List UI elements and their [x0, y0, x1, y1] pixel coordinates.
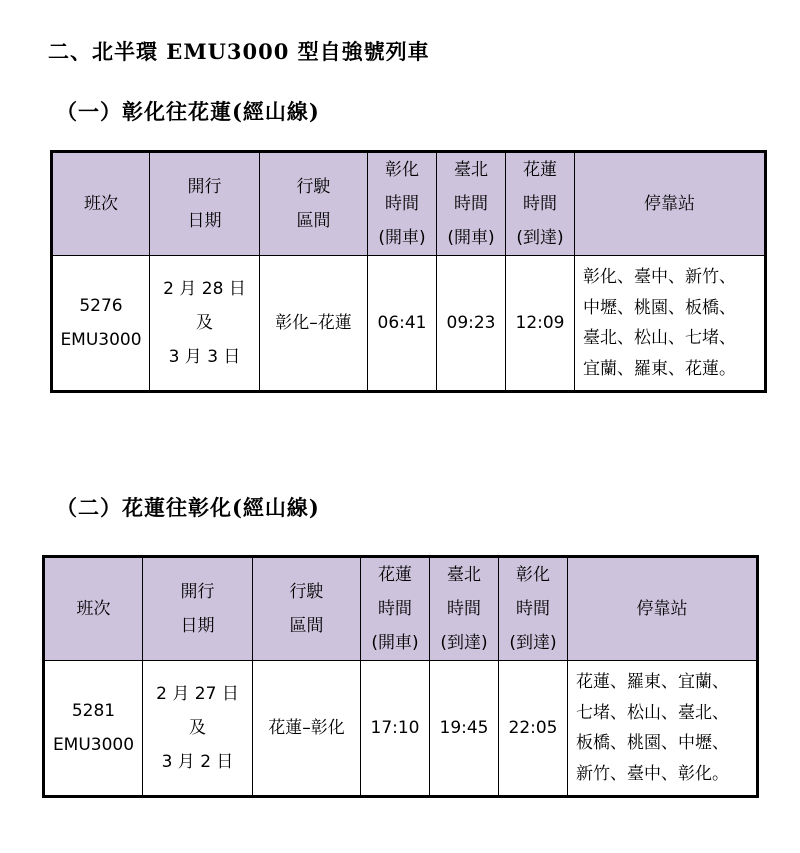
table-row [44, 661, 758, 797]
header-time-line: 彰化 [516, 565, 550, 585]
time-cell: 12:09 [506, 256, 575, 392]
time-cell: 22:05 [499, 661, 568, 797]
schedule-table-5276 [50, 150, 767, 393]
header-stops: 停靠站 [575, 152, 766, 256]
header-time-line: (到達) [509, 633, 557, 653]
table-row [52, 256, 766, 392]
header-route-line: 行駛 [289, 582, 324, 602]
train-cell [52, 256, 150, 392]
subtitle-hualien-to-changhua: （二）花蓮往彰化(經山線) [56, 495, 320, 520]
header-date-line: 日期 [180, 616, 215, 636]
header-date [150, 152, 260, 256]
route-cell: 彰化–花蓮 [260, 256, 368, 392]
date-line: 3 月 3 日 [168, 347, 241, 367]
header-time-3 [499, 557, 568, 661]
stops-line: 臺北、松山、七堵、 [583, 328, 736, 348]
header-time-3 [506, 152, 575, 256]
header-time-1 [361, 557, 430, 661]
date-line: 3 月 2 日 [161, 752, 234, 772]
header-time-line: (到達) [516, 228, 564, 248]
stops-line: 花蓮、羅東、宜蘭、 [576, 672, 729, 692]
schedule-table-5281 [42, 555, 759, 798]
time-cell: 17:10 [361, 661, 430, 797]
time-cell: 09:23 [437, 256, 506, 392]
stops-line: 宜蘭、羅東、花蓮。 [583, 358, 736, 379]
header-time-line: 花蓮 [523, 160, 557, 180]
header-route-line: 區間 [289, 616, 324, 636]
train-type: EMU3000 [52, 735, 135, 755]
header-row [44, 557, 758, 661]
stops-line: 板橋、桃園、中壢、 [576, 733, 729, 753]
header-time-line: 時間 [454, 194, 488, 214]
header-time-line: 臺北 [447, 565, 481, 585]
header-time-line: 時間 [378, 599, 412, 619]
header-date-line: 開行 [187, 177, 222, 197]
header-time-line: 花蓮 [378, 565, 412, 585]
subtitle-changhua-to-hualien: （一）彰化往花蓮(經山線) [56, 99, 320, 124]
header-train: 班次 [44, 557, 143, 661]
header-date-line: 日期 [187, 211, 222, 231]
header-time-2 [430, 557, 499, 661]
date-line: 2 月 28 日 [163, 279, 246, 299]
header-route [253, 557, 361, 661]
header-time-line: 彰化 [385, 160, 419, 180]
stops-line: 七堵、松山、臺北、 [576, 702, 729, 723]
date-line: 及 [189, 718, 206, 738]
date-cell [143, 661, 253, 797]
header-time-1 [368, 152, 437, 256]
header-time-line: 時間 [516, 599, 550, 619]
header-time-line: (開車) [378, 228, 426, 248]
stops-cell [575, 256, 766, 392]
stops-line: 彰化、臺中、新竹、 [583, 267, 736, 287]
route-cell: 花蓮–彰化 [253, 661, 361, 797]
header-time-line: 時間 [447, 599, 481, 619]
header-route-line: 區間 [296, 211, 331, 231]
header-date-line: 開行 [180, 582, 215, 602]
time-cell: 06:41 [368, 256, 437, 392]
stops-line: 新竹、臺中、彰化。 [576, 763, 729, 784]
train-number: 5281 [71, 701, 116, 721]
section-title: 二、北半環 EMU3000 型自強號列車 [48, 39, 430, 64]
header-time-line: (開車) [447, 228, 495, 248]
header-time-line: (到達) [440, 633, 488, 653]
date-line: 及 [196, 313, 213, 333]
header-date [143, 557, 253, 661]
stops-cell [568, 661, 758, 797]
header-time-line: 臺北 [454, 160, 488, 180]
time-cell: 19:45 [430, 661, 499, 797]
train-cell [44, 661, 143, 797]
header-time-line: 時間 [523, 194, 557, 214]
date-cell [150, 256, 260, 392]
header-route-line: 行駛 [296, 177, 331, 197]
header-train: 班次 [52, 152, 150, 256]
date-line: 2 月 27 日 [156, 684, 239, 704]
header-time-line: (開車) [371, 633, 419, 653]
header-route [260, 152, 368, 256]
header-row [52, 152, 766, 256]
train-type: EMU3000 [60, 330, 142, 350]
header-time-2 [437, 152, 506, 256]
train-number: 5276 [79, 296, 123, 316]
header-stops: 停靠站 [568, 557, 758, 661]
stops-line: 中壢、桃園、板橋、 [583, 297, 736, 318]
header-time-line: 時間 [385, 194, 419, 214]
